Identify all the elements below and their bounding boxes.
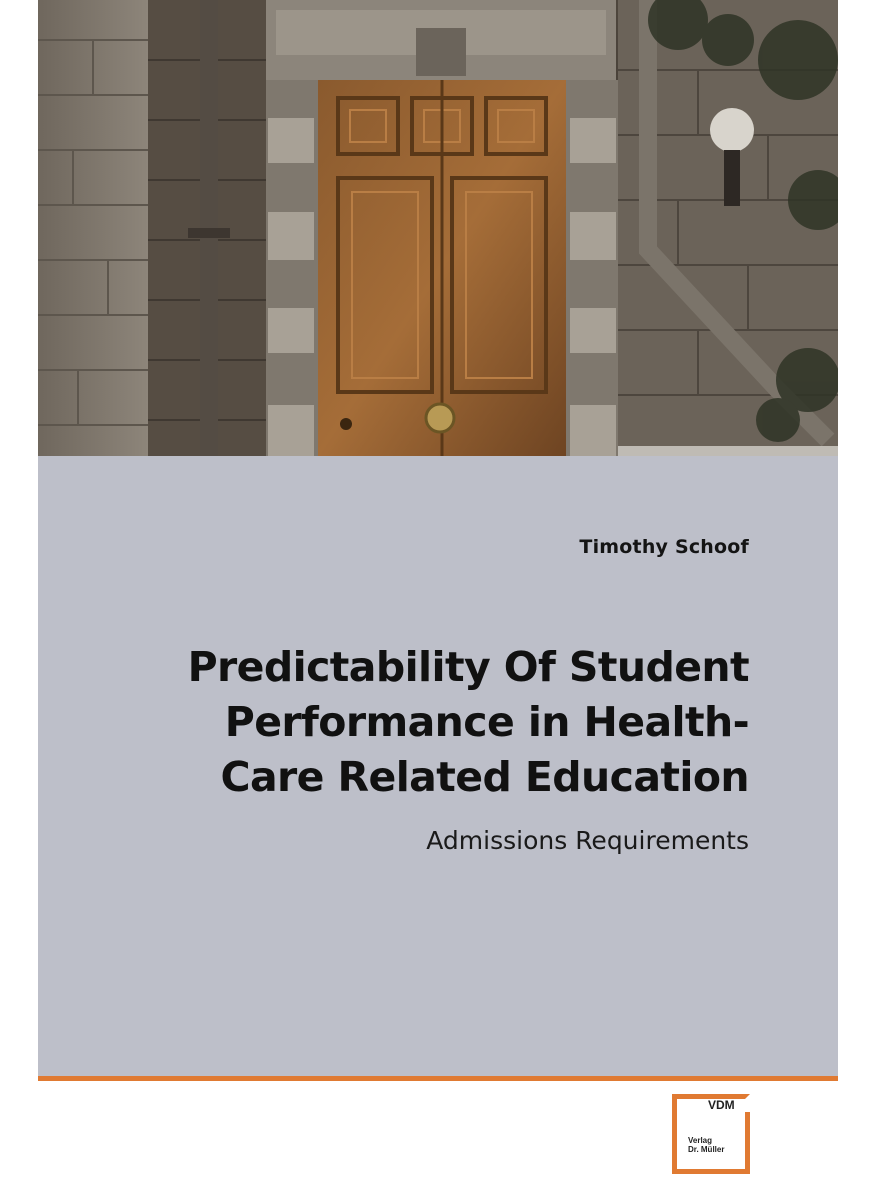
publisher-logo <box>672 1094 750 1172</box>
book-title <box>109 640 749 805</box>
book-title-line: Performance in Health- <box>224 698 749 746</box>
title-panel <box>38 456 838 1076</box>
door-icon <box>38 0 838 456</box>
book-title-line: Care Related Education <box>220 753 749 801</box>
logo-line: Dr. Müller <box>688 1145 725 1154</box>
logo-frame-right <box>745 1112 750 1174</box>
book-subtitle: Admissions Requirements <box>426 826 749 855</box>
author-name: Timothy Schoof <box>579 536 749 558</box>
cover-photo <box>38 0 838 456</box>
logo-line: Verlag <box>688 1136 713 1145</box>
logo-publisher-text <box>688 1136 724 1154</box>
logo-brand: VDM <box>708 1098 735 1112</box>
accent-divider <box>38 1076 838 1081</box>
book-title-line: Predictability Of Student <box>187 643 749 691</box>
book-cover <box>38 0 838 1082</box>
